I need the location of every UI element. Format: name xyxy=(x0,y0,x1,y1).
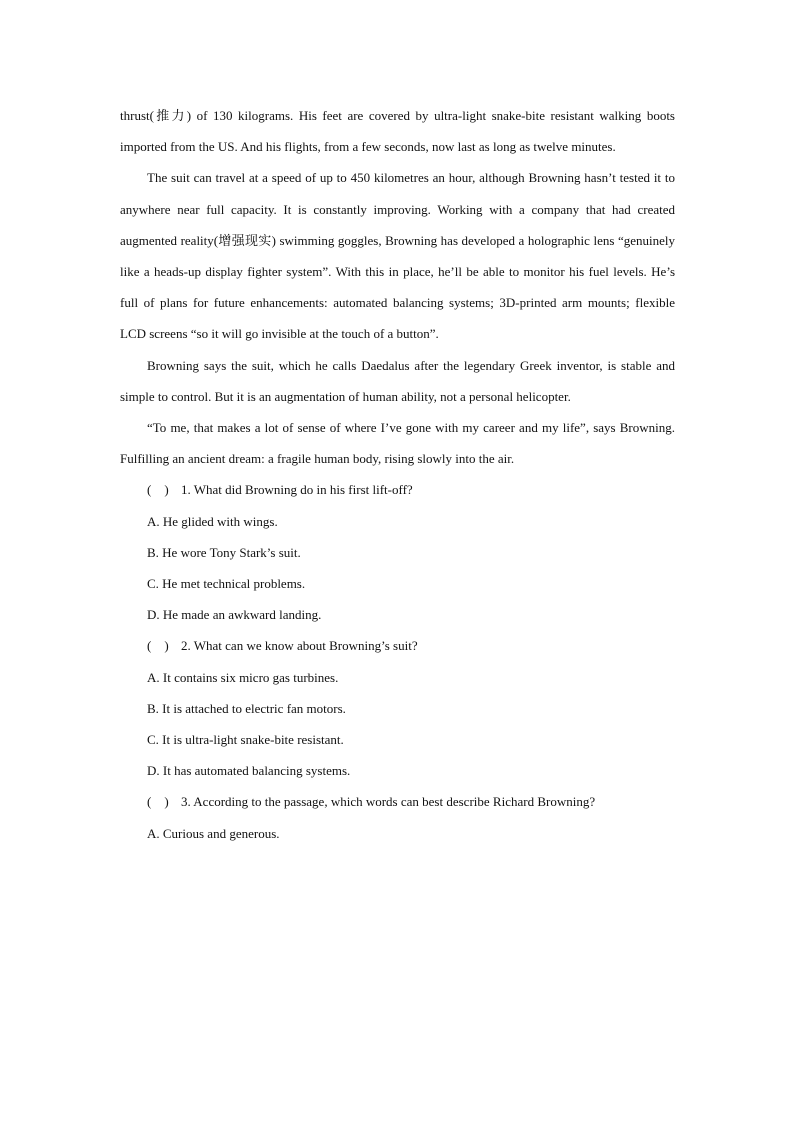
passage-paragraph-4: “To me, that makes a lot of sense of where I’ve gone with my career and my life”, says Browning. Fulfilling an ancient dream: a fragile human body, rising slowly into the air. xyxy=(120,420,675,467)
passage-paragraph-1: thrust(推力) of 130 kilograms. His feet are covered by ultra-light snake-bite resistant walking boots imported from the US. And his flights, from a few seconds, now last as long as twelve minutes. xyxy=(120,108,675,155)
question-2-option-a: A. It contains six micro gas turbines. xyxy=(147,669,339,685)
question-2-option-b: B. It is attached to electric fan motors. xyxy=(147,700,346,716)
question-2-option-c: C. It is ultra-light snake-bite resistant. xyxy=(147,732,344,748)
question-3-option-a: A. Curious and generous. xyxy=(147,825,280,841)
question-2-stem: ( ) 2. What can we know about Browning’s suit? xyxy=(147,630,675,661)
question-3-stem: ( ) 3. According to the passage, which words can best describe Richard Browning? xyxy=(120,786,675,817)
document-body xyxy=(120,100,675,849)
question-1-option-c: C. He met technical problems. xyxy=(147,576,306,592)
answer-blank: ( ) xyxy=(147,794,169,810)
answer-blank: ( ) xyxy=(147,638,169,654)
question-1-stem: ( ) 1. What did Browning do in his first lift-off? xyxy=(147,474,675,505)
passage-paragraph-2: The suit can travel at a speed of up to 450 kilometres an hour, although Browning hasn’t tested it to anywhere near full capacity. It is constantly improving. Working with a company that had created augmented reality(增强现实) swimming goggles, Browning has developed a holographic lens “genuinely like a heads-up display fighter system”. With this in place, he’ll be able to monitor his fuel levels. He’s full of plans for future enhancements: automated balancing systems; 3D-printed arm mounts; flexible LCD screens “so it will go invisible at the touch of a button”. xyxy=(120,170,675,342)
question-2-option-d: D. It has automated balancing systems. xyxy=(147,763,351,779)
question-1-option-b: B. He wore Tony Stark’s suit. xyxy=(147,544,301,560)
question-1-option-a: A. He glided with wings. xyxy=(147,513,278,529)
answer-blank: ( ) xyxy=(147,482,169,498)
passage-paragraph-3: Browning says the suit, which he calls Daedalus after the legendary Greek inventor, is stable and simple to control. But it is an augmentation of human ability, not a personal helicopter. xyxy=(120,357,675,404)
question-1-option-d: D. He made an awkward landing. xyxy=(147,607,322,623)
